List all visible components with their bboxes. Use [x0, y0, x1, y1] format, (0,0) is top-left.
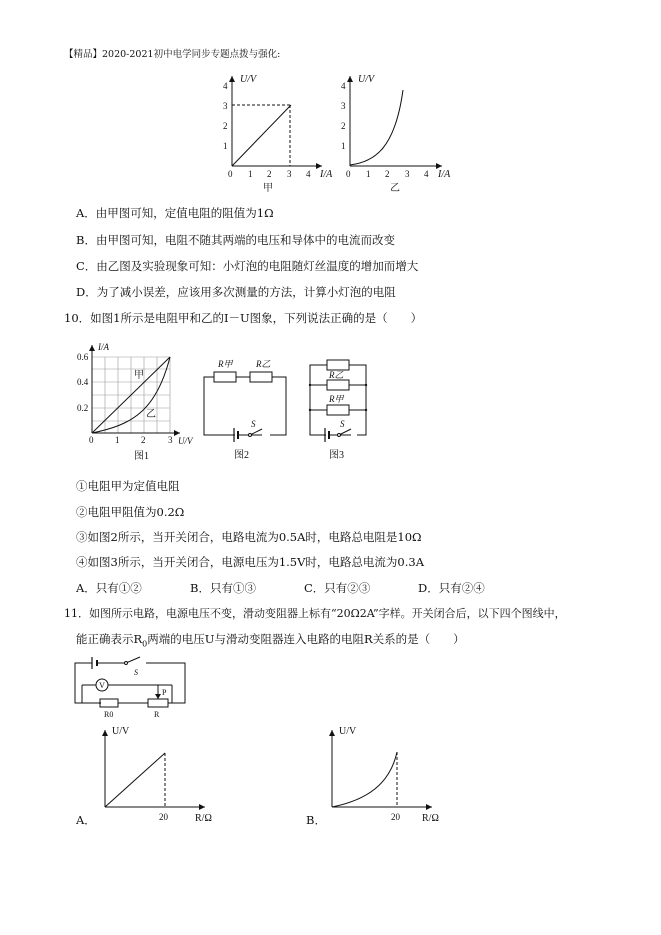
svg-text:4: 4 [424, 169, 429, 179]
q10-fig1-graph [76, 337, 201, 467]
svg-text:1: 1 [366, 169, 371, 179]
q9-option-c: C．由乙图及实验现象可知：小灯泡的电阻随灯丝温度的增加而增大 [76, 259, 419, 273]
q10-stem: 10．如图1所示是电阻甲和乙的I－U图象，下列说法正确的是（ ） [64, 311, 423, 325]
q10-option-b: B．只有①③ [190, 581, 256, 595]
svg-text:0.4: 0.4 [77, 377, 89, 387]
q9-option-d: D．为了减小误差，应该用多次测量的方法，计算小灯泡的电阻 [76, 285, 396, 299]
svg-text:1: 1 [115, 435, 120, 445]
label-yi: 乙 [146, 409, 156, 420]
svg-text:U/V: U/V [339, 726, 357, 737]
curve-line [350, 90, 403, 165]
q9-option-b: B．由甲图可知，电阻不随其两端的电压和导体中的电流而改变 [76, 233, 395, 247]
svg-text:R乙: R乙 [329, 370, 344, 380]
caption-yi: 乙 [390, 183, 400, 194]
q10-statement-3: ③如图2所示，当开关闭合，电路电流为0.5A时，电路总电阻是10Ω [76, 530, 422, 544]
q11-graph-a [95, 722, 235, 827]
svg-text:S: S [134, 668, 138, 677]
svg-text:S: S [251, 419, 256, 429]
svg-text:20: 20 [391, 812, 400, 822]
svg-text:R/Ω: R/Ω [422, 813, 439, 824]
svg-text:R/Ω: R/Ω [195, 813, 212, 824]
q10-fig3-parallel-circuit [305, 355, 375, 465]
svg-text:0: 0 [346, 169, 351, 179]
q10-fig2-series-circuit [200, 355, 290, 465]
linear-line [105, 753, 165, 807]
svg-text:1: 1 [341, 141, 346, 151]
linear-line [232, 105, 291, 166]
page-header: 【精品】2020-2021初中电学同步专题点拨与强化: [64, 49, 281, 60]
svg-text:2: 2 [267, 169, 272, 179]
caption-jia: 甲 [263, 183, 273, 194]
svg-text:0: 0 [228, 169, 233, 179]
svg-text:0.2: 0.2 [77, 403, 89, 413]
q10-option-a: A．只有①② [76, 581, 142, 595]
svg-text:2: 2 [141, 435, 146, 445]
svg-text:V: V [99, 681, 105, 690]
q11-option-b: B． [306, 813, 326, 827]
svg-text:3: 3 [341, 101, 346, 111]
q11-stem-line2: 能正确表示$R_0$两端的电压U与滑动变阻器连入电路的电阻R关系的是（ ） [76, 632, 465, 649]
q9-option-a: A．由甲图可知，定值电阻的阻值为1Ω [76, 206, 274, 220]
caption-fig2: 图2 [234, 450, 249, 461]
svg-text:2: 2 [341, 121, 346, 131]
svg-text:3: 3 [168, 435, 173, 445]
svg-text:P: P [162, 688, 167, 697]
svg-text:0.6: 0.6 [77, 352, 89, 362]
q11-circuit [72, 655, 192, 720]
svg-text:3: 3 [405, 169, 410, 179]
caption-fig3: 图3 [329, 450, 344, 461]
curve-line [332, 752, 397, 807]
svg-text:R乙: R乙 [256, 359, 271, 369]
q10-option-d: D．只有②④ [418, 581, 485, 595]
svg-text:U/V: U/V [178, 436, 193, 446]
svg-text:4: 4 [223, 81, 228, 91]
q11-option-a: A． [76, 813, 96, 827]
q10-option-c: C．只有②③ [304, 581, 371, 595]
svg-text:3: 3 [223, 101, 228, 111]
svg-text:U/V: U/V [358, 74, 375, 85]
svg-text:2: 2 [223, 121, 228, 131]
caption-fig1: 图1 [134, 451, 149, 462]
svg-text:4: 4 [341, 81, 346, 91]
svg-text:20: 20 [159, 812, 168, 822]
svg-text:1: 1 [248, 169, 253, 179]
q11-stem-line1: 11．如图所示电路，电源电压不变，滑动变阻器上标有“20Ω2A”字样。开关闭合后，以下四个图线中， [64, 607, 566, 620]
graph-yi [330, 70, 455, 195]
q10-statement-2: ②电阻甲阻值为0.2Ω [76, 505, 185, 519]
svg-text:R: R [154, 710, 160, 719]
label-jia: 甲 [134, 370, 144, 381]
svg-text:R甲: R甲 [329, 394, 344, 404]
svg-text:U/V: U/V [112, 726, 130, 737]
svg-text:3: 3 [287, 169, 292, 179]
svg-text:S: S [340, 419, 345, 429]
svg-text:I/A: I/A [438, 169, 451, 180]
q10-statement-4: ④如图3所示，当开关闭合，电源电压为1.5V时，电路总电流为0.3A [76, 555, 425, 569]
svg-text:R甲: R甲 [218, 359, 233, 369]
svg-text:2: 2 [385, 169, 390, 179]
svg-text:R0: R0 [104, 710, 114, 719]
graph-jia [210, 70, 333, 195]
svg-text:4: 4 [306, 169, 311, 179]
svg-text:1: 1 [223, 141, 228, 151]
svg-text:I/A: I/A [98, 342, 109, 352]
svg-text:0: 0 [89, 435, 94, 445]
y-axis-label: U/V [240, 74, 257, 85]
x-axis-label: I/A [320, 169, 333, 180]
q11-graph-b [322, 722, 462, 827]
q10-statement-1: ①电阻甲为定值电阻 [76, 479, 180, 493]
